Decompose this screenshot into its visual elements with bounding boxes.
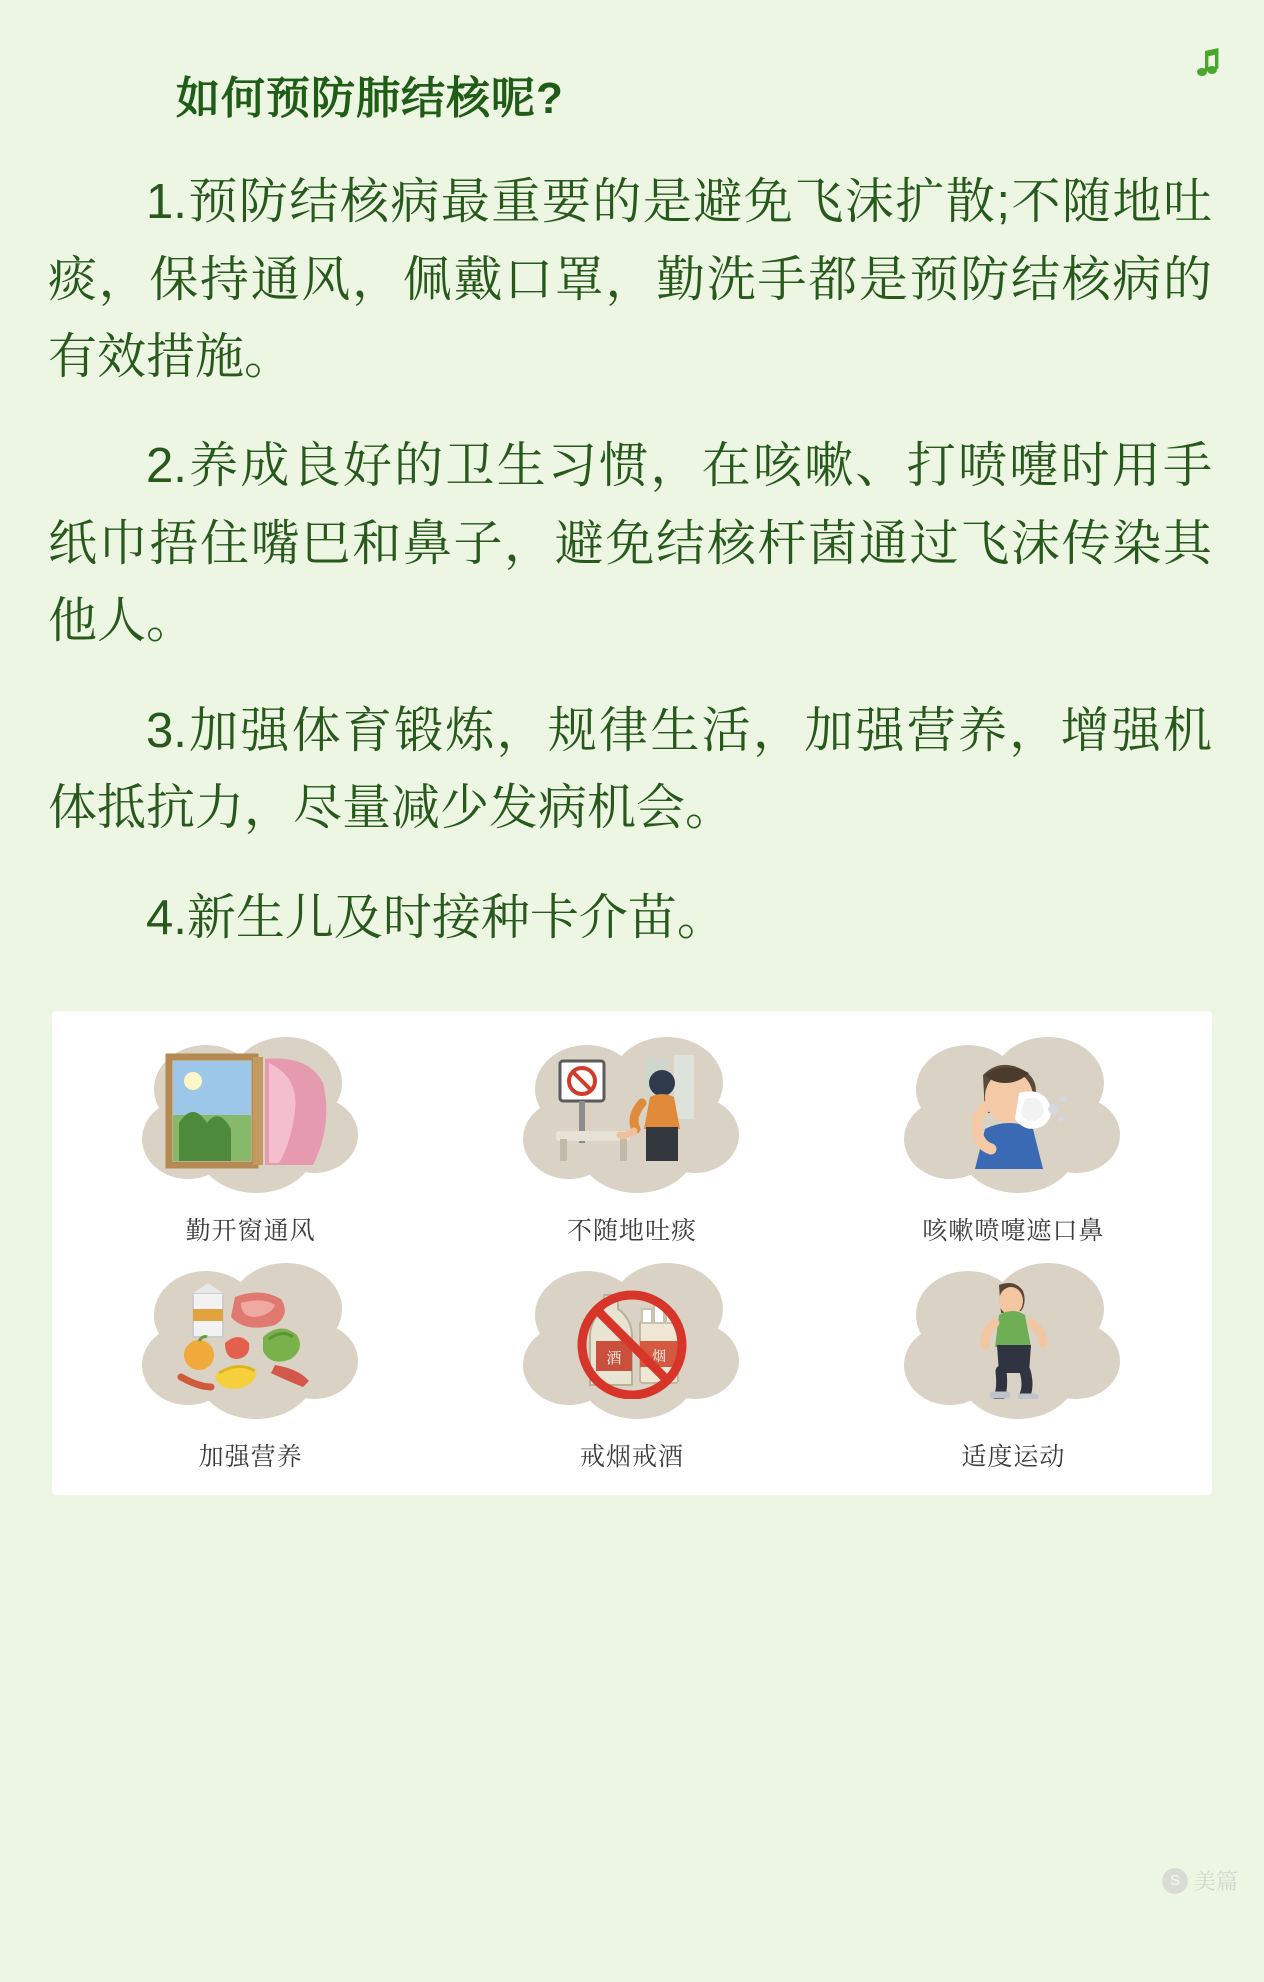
illustration-grid bbox=[62, 1027, 1202, 1473]
cloud-frame bbox=[898, 1027, 1128, 1199]
watermark-label: 美篇 bbox=[1193, 1869, 1238, 1895]
open-window-icon bbox=[165, 1053, 337, 1173]
no-smoking-drinking-icon bbox=[546, 1279, 718, 1399]
article-body bbox=[0, 164, 1264, 957]
music-note-icon[interactable] bbox=[1186, 41, 1230, 85]
svg-text:烟: 烟 bbox=[651, 1348, 666, 1365]
cloud-frame bbox=[136, 1253, 366, 1425]
paragraph-1: 1.预防结核病最重要的是避免飞沫扩散;不随地吐痰，保持通风，佩戴口罩，勤洗手都是预防结核病的有效措施。 bbox=[48, 175, 1212, 385]
no-spitting-icon bbox=[546, 1053, 718, 1173]
page-title: 如何预防肺结核呢? bbox=[176, 74, 564, 124]
illustration-caption: 戒烟戒酒 bbox=[579, 1442, 684, 1471]
paragraph-2: 2.养成良好的卫生习惯，在咳嗽、打喷嚏时用手纸巾捂住嘴巴和鼻子，避免结核杆菌通过飞沫传染其他人。 bbox=[48, 439, 1212, 649]
illustration-item-open-window bbox=[62, 1027, 439, 1247]
illustration-caption: 勤开窗通风 bbox=[185, 1216, 316, 1245]
illustration-item-cover-cough bbox=[825, 1027, 1202, 1247]
cloud-frame bbox=[898, 1253, 1128, 1425]
cloud-frame bbox=[517, 1253, 747, 1425]
illustration-panel bbox=[52, 1011, 1212, 1495]
cloud-frame bbox=[517, 1027, 747, 1199]
illustration-caption: 加强营养 bbox=[198, 1442, 303, 1471]
watermark bbox=[1162, 1865, 1238, 1896]
illustration-item-no-smoking-drinking bbox=[443, 1253, 820, 1473]
exercise-runner-icon bbox=[927, 1279, 1099, 1399]
paragraph-3: 3.加强体育锻炼，规律生活，加强营养，增强机体抵抗力，尽量减少发病机会。 bbox=[48, 703, 1212, 836]
illustration-caption: 不随地吐痰 bbox=[566, 1216, 697, 1245]
illustration-item-no-spitting bbox=[443, 1027, 820, 1247]
svg-text:酒: 酒 bbox=[606, 1348, 622, 1367]
illustration-item-nutrition bbox=[62, 1253, 439, 1473]
paragraph-4: 4.新生儿及时接种卡介苗。 bbox=[146, 890, 726, 945]
illustration-caption: 适度运动 bbox=[961, 1442, 1066, 1471]
cloud-frame bbox=[136, 1027, 366, 1199]
watermark-logo-icon: S bbox=[1162, 1868, 1188, 1894]
illustration-caption: 咳嗽喷嚏遮口鼻 bbox=[922, 1216, 1105, 1245]
cover-cough-icon bbox=[927, 1053, 1099, 1173]
nutrition-foods-icon bbox=[165, 1279, 337, 1399]
article-page bbox=[0, 29, 1264, 1982]
illustration-item-exercise bbox=[825, 1253, 1202, 1473]
